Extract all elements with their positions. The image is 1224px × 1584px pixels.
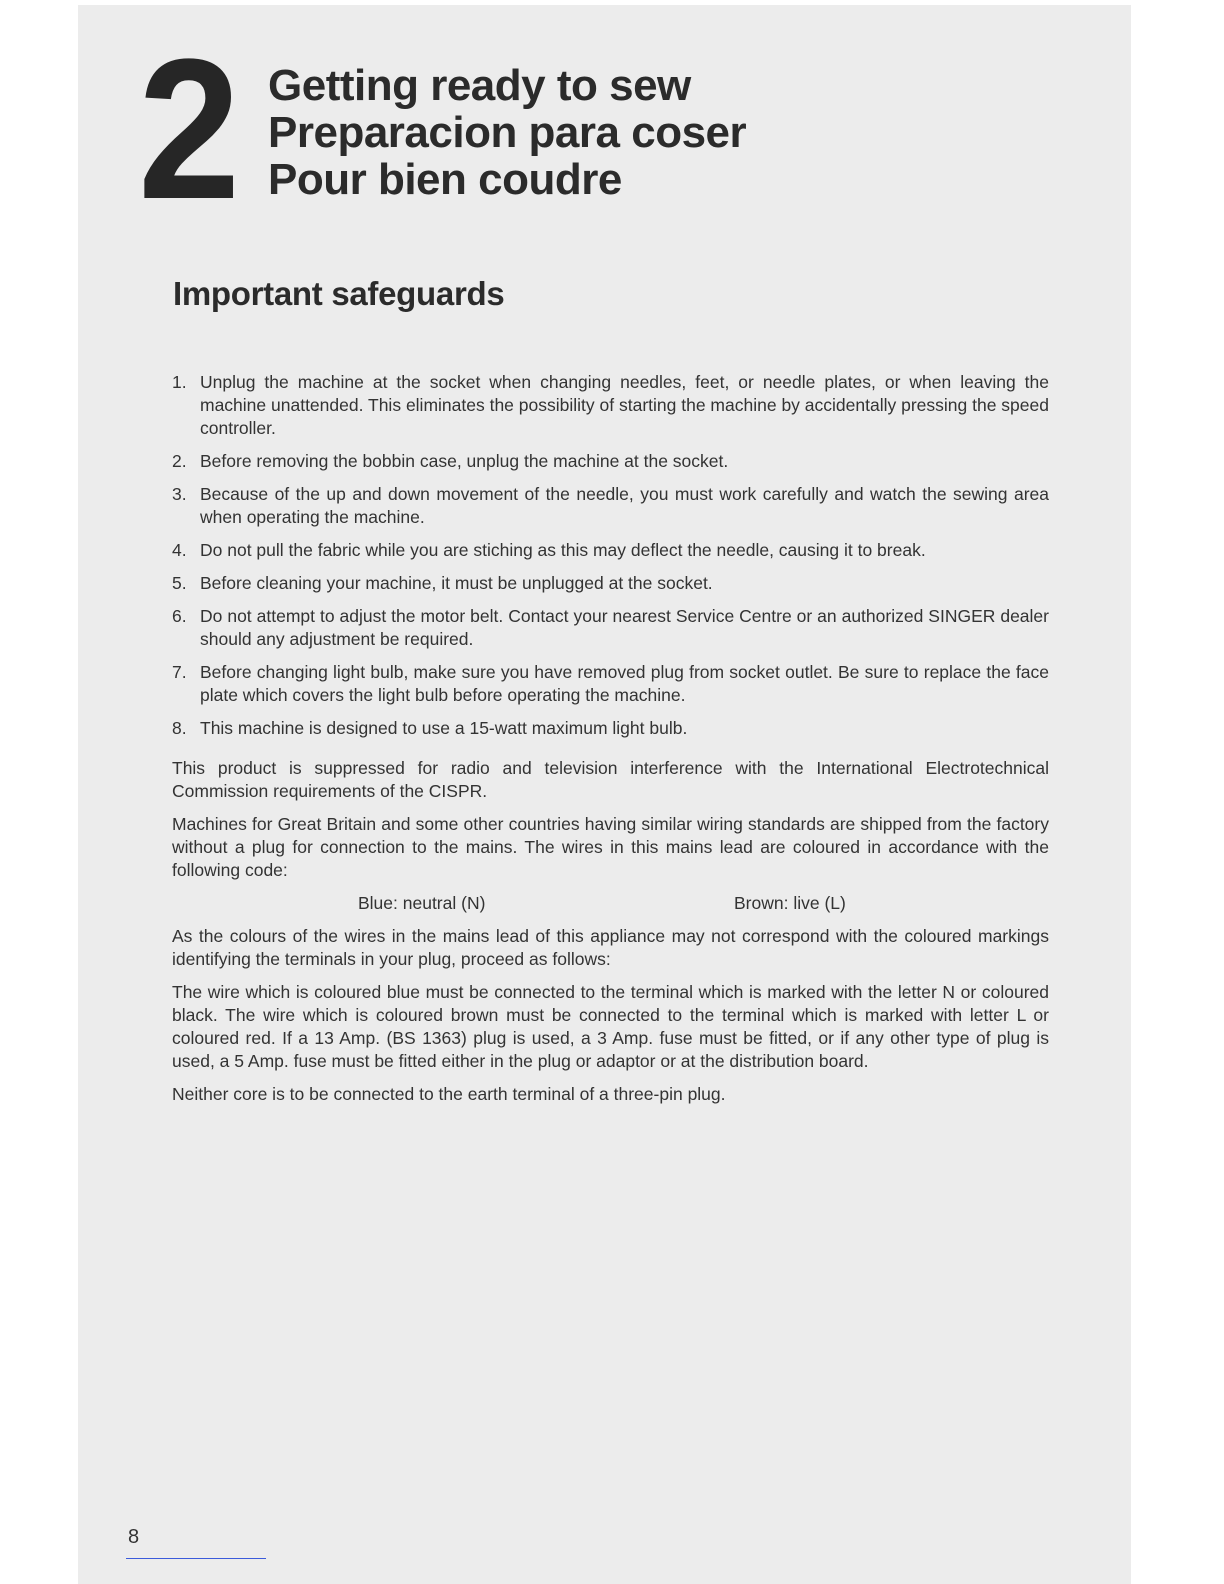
list-item <box>172 717 1049 740</box>
list-item-number: 1. <box>172 372 187 392</box>
list-item <box>172 483 1049 529</box>
list-item-number: 4. <box>172 540 187 560</box>
list-item <box>172 661 1049 707</box>
wire-color-codes <box>172 892 1049 915</box>
list-item <box>172 539 1049 562</box>
colours-paragraph: As the colours of the wires in the mains lead of this appliance may not correspond with the coloured markings identifying the terminals in your plug, proceed as follows: <box>172 926 1049 969</box>
list-item-number: 2. <box>172 451 187 471</box>
page-content <box>172 371 1049 1116</box>
chapter-number: 2 <box>138 18 237 241</box>
list-item-text: This machine is designed to use a 15-watt maximum light bulb. <box>200 718 688 738</box>
wiring-paragraph: The wire which is coloured blue must be connected to the terminal which is marked with the letter N or coloured black. The wire which is coloured brown must be connected to the terminal which is marked with letter L or coloured red. If a 13 Amp. (BS 1363) plug is used, a 3 Amp. fuse must be fitted, or if any other type of plug is used, a 5 Amp. fuse must be fitted either in the plug or adaptor or at the distribution board. <box>172 982 1049 1071</box>
list-item-text: Do not attempt to adjust the motor belt. Contact your nearest Service Centre or an authorized SINGER dealer should any adjustment be required. <box>200 606 1049 649</box>
neither-core-paragraph: Neither core is to be connected to the earth terminal of a three-pin plug. <box>172 1084 726 1104</box>
chapter-title-spanish: Preparacion para coser <box>268 108 747 157</box>
chapter-title-english: Getting ready to sew <box>268 61 691 110</box>
footer-rule <box>126 1558 266 1559</box>
list-item-number: 6. <box>172 606 187 626</box>
list-item-text: Before changing light bulb, make sure you have removed plug from socket outlet. Be sure to replace the face plate which covers the light bulb before operating the machine. <box>200 662 1049 705</box>
list-item-number: 7. <box>172 662 187 682</box>
list-item-text: Do not pull the fabric while you are stiching as this may deflect the needle, causing it to break. <box>200 540 926 560</box>
list-item-text: Before removing the bobbin case, unplug the machine at the socket. <box>200 451 729 471</box>
list-item-number: 3. <box>172 484 187 504</box>
list-item-number: 8. <box>172 718 187 738</box>
list-item-text: Because of the up and down movement of the needle, you must work carefully and watch the sewing area when operating the machine. <box>200 484 1049 527</box>
section-heading: Important safeguards <box>173 275 505 312</box>
wire-code-brown: Brown: live (L) <box>734 893 846 913</box>
machines-gb-paragraph: Machines for Great Britain and some other countries having similar wiring standards are shipped from the factory without a plug for connection to the mains. The wires in this mains lead are coloured in accordance with the following code: <box>172 814 1049 880</box>
chapter-title-french: Pour bien coudre <box>268 155 622 204</box>
list-item-number: 5. <box>172 573 187 593</box>
list-item <box>172 450 1049 473</box>
list-item <box>172 605 1049 651</box>
suppression-paragraph: This product is suppressed for radio and television interference with the International Electrotechnical Commission requirements of the CISPR. <box>172 758 1049 801</box>
page-number: 8 <box>128 1526 140 1548</box>
list-item <box>172 371 1049 440</box>
chapter-titles <box>268 62 746 203</box>
list-item <box>172 572 1049 595</box>
safeguards-list <box>172 371 1049 740</box>
list-item-text: Unplug the machine at the socket when changing needles, feet, or needle plates, or when leaving the machine unattended. This eliminates the possibility of starting the machine by accidentally pressing the speed controller. <box>200 372 1049 438</box>
list-item-text: Before cleaning your machine, it must be unplugged at the socket. <box>200 573 713 593</box>
wire-code-blue: Blue: neutral (N) <box>358 893 486 913</box>
